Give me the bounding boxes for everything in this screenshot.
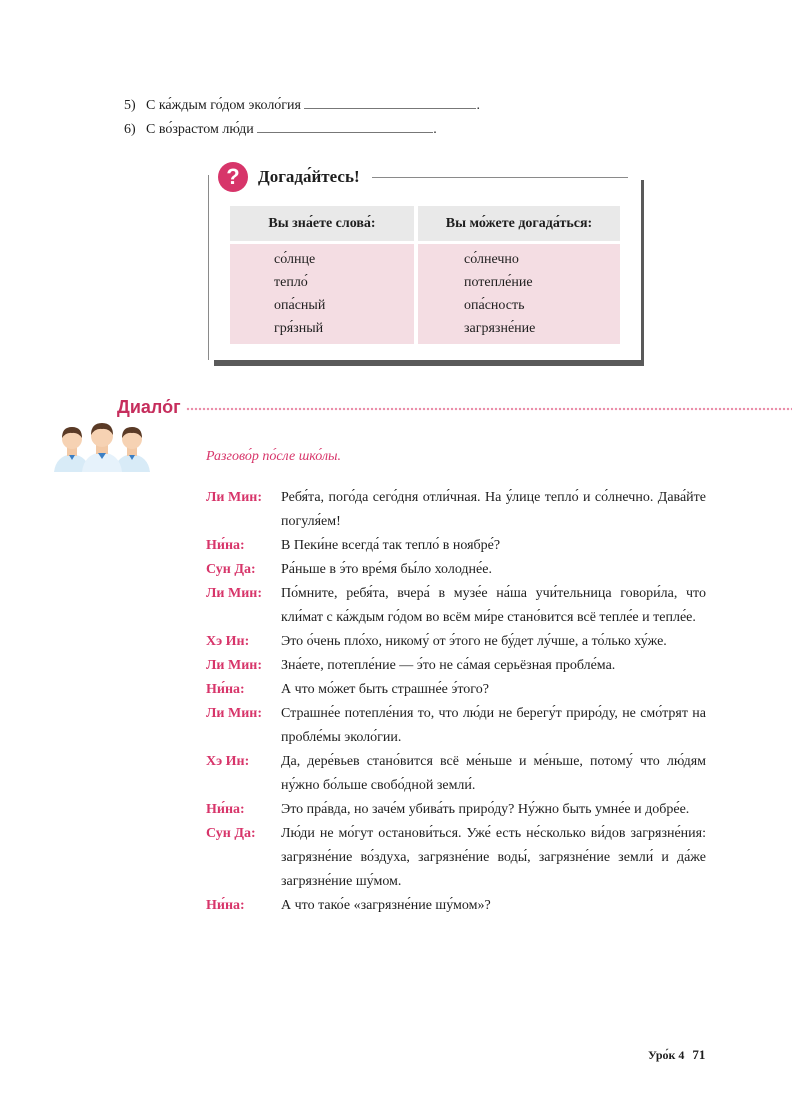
speaker-name: Ли Мин: <box>206 706 263 721</box>
dialog-line <box>206 894 706 918</box>
line-text: Ребя́та, пого́да сего́дня отли́чная. На у́лице тепло́ и со́лнечно. Дава́йте погуля́ем! <box>281 490 706 529</box>
speaker-name: Ни́на: <box>206 682 245 697</box>
page-footer <box>648 1047 705 1063</box>
guess-words-column <box>418 244 620 344</box>
exercise-end: . <box>476 98 480 113</box>
exercise-end: . <box>433 122 437 137</box>
line-text: Ра́ньше в э́то вре́мя бы́ло холодне́е. <box>281 562 492 577</box>
guess-title: Догада́йтесь! <box>258 167 366 187</box>
dialog-line <box>206 534 706 558</box>
dialog-line <box>206 702 706 750</box>
line-text: Это пра́вда, но заче́м убива́ть приро́ду? Ну́жно быть умне́е и добре́е. <box>281 802 690 817</box>
line-text: Да, дере́вьев стано́вится всё ме́ньше и ме́ньше, потому́ что лю́дям ну́жно бо́льше свобо́дной земли́. <box>281 754 706 793</box>
speaker-name: Ни́на: <box>206 802 245 817</box>
line-text: В Пеки́не всегда́ так тепло́ в ноябре́? <box>281 538 501 553</box>
speaker-name: Хэ Ин: <box>206 634 250 649</box>
line-text: По́мните, ребя́та, вчера́ в музе́е на́ша учи́тельница говори́ла, что кли́мат с ка́ждым го́дом во всём ми́ре стано́вится всё тепле́е и тепле́е. <box>281 586 706 625</box>
speaker-name: Сун Да: <box>206 826 256 841</box>
speaker-name: Ли Мин: <box>206 586 263 601</box>
speaker-name: Ли Мин: <box>206 658 263 673</box>
students-icon <box>52 422 152 472</box>
guess-word: загрязне́ние <box>464 321 536 336</box>
dialog-line <box>206 582 706 630</box>
dialog-subtitle: Разгово́р по́сле шко́лы. <box>206 449 342 464</box>
dialog-heading-dotted-rule <box>186 407 792 411</box>
exercise-item-6 <box>124 120 437 139</box>
line-text: А что мо́жет быть страшне́е э́того? <box>281 682 489 697</box>
dialog-line <box>206 630 706 654</box>
guess-table-body <box>230 244 620 344</box>
dialog-line <box>206 654 706 678</box>
dialog-line <box>206 822 706 894</box>
speaker-name: Ли Мин: <box>206 490 263 505</box>
dialog-line <box>206 486 706 534</box>
guess-table-header <box>230 206 620 241</box>
exercise-number: 5) <box>124 98 136 113</box>
known-word: со́лнце <box>274 252 316 267</box>
exercise-text: С ка́ждым го́дом эколо́гия <box>146 98 301 113</box>
question-icon: ? <box>218 162 248 192</box>
dialog-line <box>206 750 706 798</box>
guess-title-rule <box>372 177 628 178</box>
dialog-heading: Диало́г <box>117 397 181 417</box>
known-word: гря́зный <box>274 321 324 336</box>
guess-word: опа́сность <box>464 298 525 313</box>
guess-table <box>230 206 620 344</box>
speaker-name: Хэ Ин: <box>206 754 250 769</box>
line-text: А что тако́е «загрязне́ние шу́мом»? <box>281 898 491 913</box>
speaker-name: Сун Да: <box>206 562 256 577</box>
speaker-name: Ни́на: <box>206 898 245 913</box>
dialog-lines <box>206 486 706 918</box>
known-words-column <box>230 244 414 344</box>
dialog-line <box>206 678 706 702</box>
page-number: 71 <box>692 1047 706 1062</box>
line-text: Страшне́е потепле́ния то, что лю́ди не берегу́т приро́ду, не смо́трят на пробле́мы эколо́гии. <box>281 706 706 745</box>
speaker-name: Ни́на: <box>206 538 245 553</box>
known-word: тепло́ <box>274 275 308 290</box>
exercise-item-5 <box>124 96 480 115</box>
dialog-line <box>206 798 706 822</box>
line-text: Это о́чень пло́хо, никому́ от э́того не бу́дет лу́чше, а то́лько ху́же. <box>281 634 667 649</box>
line-text: Лю́ди не мо́гут останови́ться. Уже́ есть не́сколько ви́дов загрязне́ния: загрязне́ние во́здуха, загрязне́ние воды́, загрязне́ние земли́ и да́же загрязне́ние шу́мом. <box>281 826 706 889</box>
exercise-number: 6) <box>124 122 136 137</box>
lesson-label: Уро́к 4 <box>648 1048 685 1062</box>
line-text: Зна́ете, потепле́ние — э́то не са́мая серьёзная пробле́ма. <box>281 658 616 673</box>
known-word: опа́сный <box>274 298 326 313</box>
answer-blank[interactable] <box>304 96 476 109</box>
exercise-text: С во́зрастом лю́ди <box>146 122 254 137</box>
answer-blank[interactable] <box>257 120 433 133</box>
header-known-words: Вы зна́ете слова́: <box>230 206 414 241</box>
guess-word: потепле́ние <box>464 275 533 290</box>
header-guess-words: Вы мо́жете догада́ться: <box>418 206 620 241</box>
guess-word: со́лнечно <box>464 252 519 267</box>
dialog-line <box>206 558 706 582</box>
